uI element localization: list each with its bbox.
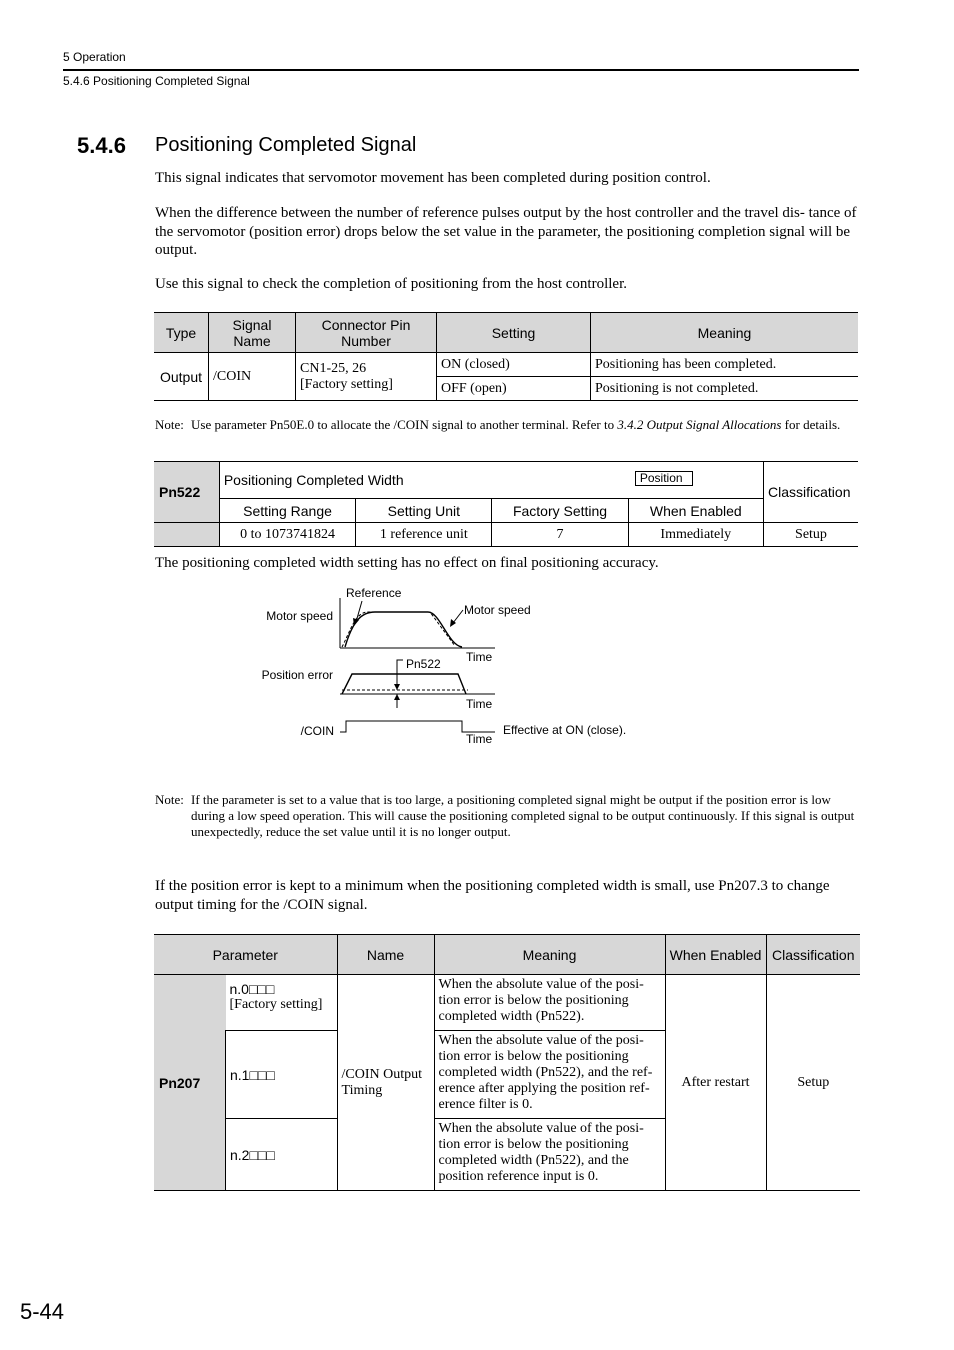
value-when-enabled: Immediately — [628, 523, 763, 547]
meaning-on: Positioning has been completed. — [591, 353, 859, 377]
pn207-setting-0 — [226, 975, 338, 1031]
note-label: Note: — [155, 417, 184, 432]
section-title: Positioning Completed Signal — [155, 134, 417, 156]
header-chapter: 5 Operation — [63, 50, 126, 64]
position-error-curve — [342, 674, 466, 694]
pn207-when-enabled: After restart — [665, 975, 766, 1191]
col-header-signal-name: Signal Name — [209, 313, 296, 353]
setting-off: OFF (open) — [437, 377, 591, 401]
pn207-meaning-0: When the absolute value of the posi- tion error is below the positioning completed width (Pn522). — [434, 975, 665, 1031]
pn207-meaning-2: When the absolute value of the posi- tion error is below the positioning completed width (Pn522), and the position reference input is 0. — [434, 1119, 665, 1191]
col-header-meaning: Meaning — [591, 313, 859, 353]
motor-speed-arrow — [453, 610, 463, 623]
signal-name: /COIN — [209, 353, 296, 401]
pn207-paragraph: If the position error is kept to a minimum when the positioning completed width is small, use Pn207.3 to change output timing for the /COIN signal. — [155, 878, 830, 913]
pn207-classification: Setup — [766, 975, 860, 1191]
motor-speed-curve — [345, 612, 462, 647]
motor-speed-label-right: Motor speed — [464, 603, 531, 617]
pn207-param: Pn207 — [154, 975, 226, 1191]
effective-label: Effective at ON (close). — [503, 723, 627, 737]
section-number: 5.4.6 — [77, 133, 126, 158]
note-text: Use parameter Pn50E.0 to allocate the /COIN signal to another terminal. Refer to 3.4.2 Output Signal Allocations for details. — [191, 417, 841, 432]
meaning-off: Positioning is not completed. — [591, 377, 859, 401]
pin-number-line1: CN1-25, 26 — [300, 360, 367, 376]
col-header-meaning: Meaning — [434, 935, 665, 975]
col-header-when-enabled: When Enabled — [665, 935, 766, 975]
col-header-classification: Classification — [766, 935, 860, 975]
pn207-meaning-1: When the absolute value of the posi- tion error is below the positioning completed width (Pn522), and the ref- erence after applying the position ref- erence filter is 0. — [434, 1031, 665, 1119]
position-tag: Position — [635, 471, 693, 486]
pn522-param: Pn522 — [154, 462, 219, 523]
signal-table — [154, 312, 858, 401]
col-header-when-enabled: When Enabled — [628, 499, 763, 523]
coin-signal-line — [340, 721, 495, 732]
col-header-setting-unit: Setting Unit — [356, 499, 492, 523]
pn522-label: Pn522 — [406, 657, 441, 671]
description-paragraph: When the difference between the number of reference pulses output by the host controller and the travel dis- tance of the servomotor (position error) drops below the set value in the parameter, the positioning completion signal will be output. — [155, 205, 857, 258]
pn522-leader — [397, 660, 403, 668]
note-large-value — [155, 792, 860, 840]
value-setting-unit: 1 reference unit — [356, 523, 492, 547]
col-header-pin-number: Connector Pin Number — [296, 313, 437, 353]
position-error-label: Position error — [261, 668, 333, 682]
classification-header: Classification — [764, 462, 859, 523]
col-header-setting-range: Setting Range — [219, 499, 355, 523]
header-section: 5.4.6 Positioning Completed Signal — [63, 74, 250, 88]
pn207-table — [154, 934, 860, 1191]
pn522-param-fill — [154, 523, 219, 547]
usage-paragraph: Use this signal to check the completion of positioning from the host controller. — [155, 276, 628, 292]
pn207-name: /COIN Output Timing — [337, 975, 434, 1191]
note-allocation — [155, 416, 860, 434]
setting-on: ON (closed) — [437, 353, 591, 377]
pn522-name: Positioning Completed Width — [223, 472, 404, 488]
pin-number-line2: [Factory setting] — [300, 376, 393, 392]
time-label-1: Time — [466, 650, 493, 664]
col-header-type: Type — [154, 313, 209, 353]
value-setting-range: 0 to 1073741824 — [219, 523, 355, 547]
pn522-name-cell — [219, 462, 763, 499]
pn207-factory-setting: [Factory setting] — [229, 997, 323, 1012]
intro-paragraph: This signal indicates that servomotor movement has been completed during position control. — [155, 170, 711, 186]
coin-label: /COIN — [300, 724, 334, 738]
pn207-code-2: n.2□□□ — [226, 1119, 338, 1191]
note2-text: If the parameter is set to a value that is too large, a positioning completed signal might be output if the position error is low during a low speed operation. This will cause the positioning completed signal to be output continuously. If this signal is output unexpectedly, reduce the set value until it is no longer output. — [191, 792, 855, 839]
col-header-factory-setting: Factory Setting — [492, 499, 628, 523]
pn522-arrowhead-up — [394, 694, 400, 700]
pn207-code-1: n.1□□□ — [226, 1031, 338, 1119]
pin-number — [296, 353, 437, 401]
value-classification: Setup — [764, 523, 859, 547]
col-header-setting: Setting — [437, 313, 591, 353]
timing-diagram — [0, 575, 954, 750]
col-header-parameter: Parameter — [154, 935, 337, 975]
accuracy-paragraph: The positioning completed width setting has no effect on final positioning accuracy. — [155, 555, 659, 571]
motor-speed-label-left: Motor speed — [266, 609, 333, 623]
value-factory-setting: 7 — [492, 523, 628, 547]
note2-label: Note: — [155, 792, 184, 807]
time-label-2: Time — [466, 697, 493, 711]
time-label-3: Time — [466, 732, 493, 746]
col-header-name: Name — [337, 935, 434, 975]
reference-curve — [342, 612, 455, 647]
header-rule — [63, 69, 859, 71]
pn522-arrowhead-down — [394, 684, 400, 690]
signal-type: Output — [154, 353, 209, 401]
pn522-table — [154, 461, 858, 547]
page-number: 5-44 — [20, 1299, 65, 1324]
pn207-code-0: n.0□□□ — [229, 981, 275, 997]
reference-label: Reference — [346, 586, 402, 600]
note-reference-link[interactable]: 3.4.2 Output Signal Allocations — [617, 417, 782, 432]
